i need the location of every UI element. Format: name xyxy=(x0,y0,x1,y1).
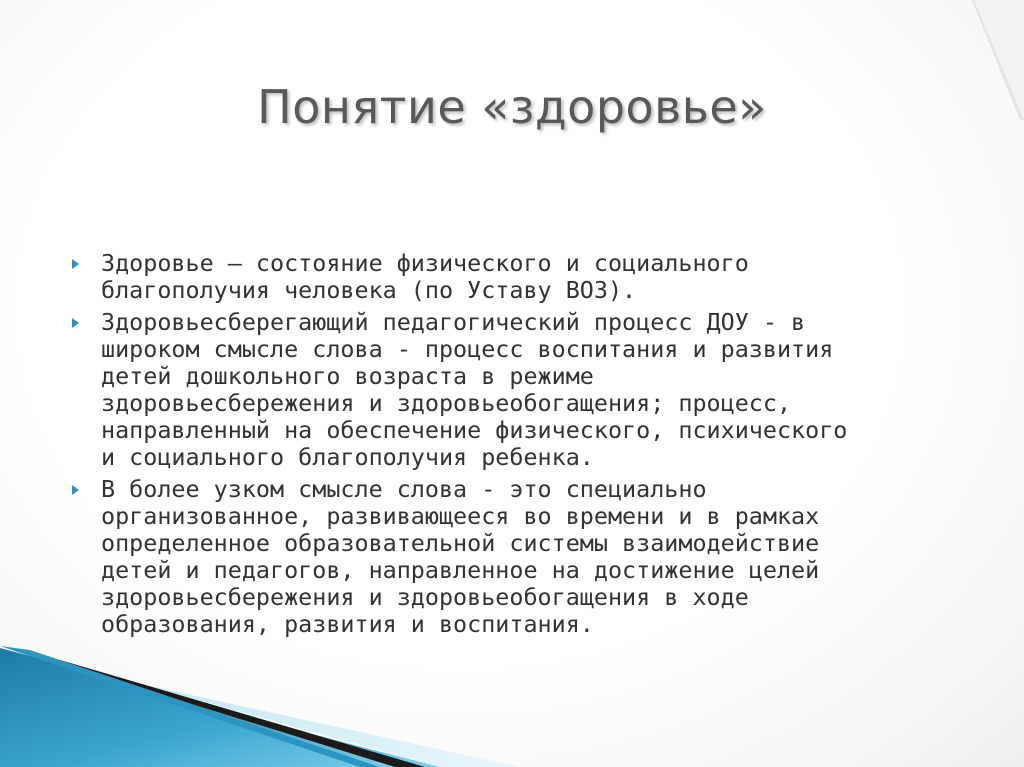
bullet-line: широком смысле слова - процесс воспитания и развития xyxy=(101,335,834,363)
bullet-line: и социального благополучия ребенка. xyxy=(101,443,594,471)
slide-title: Понятие «здоровье» xyxy=(257,80,767,134)
bullet-line: здоровьесбережения и здоровьеобогащения; процесс, xyxy=(101,389,792,417)
bullet-line: определенное образовательной системы взаимодействие xyxy=(101,529,820,557)
bullet-line: Здоровьесберегающий педагогический процесс ДОУ - в xyxy=(101,308,806,336)
bullet-item-1 xyxy=(70,250,970,304)
bullet-line: Здоровье – состояние физического и социального xyxy=(101,249,749,277)
bullet-line: направленный на обеспечение физического, психического xyxy=(101,416,848,444)
bullet-line: благополучия человека (по Уставу ВОЗ). xyxy=(101,276,637,304)
triangle-arrow-icon xyxy=(72,485,79,495)
bullet-line: образования, развития и воспитания. xyxy=(101,610,594,638)
triangle-arrow-icon xyxy=(72,259,79,269)
bullet-line: здоровьесбережения и здоровьеобогащения в ходе xyxy=(101,583,749,611)
bullet-item-3 xyxy=(70,476,970,638)
bullet-item-2 xyxy=(70,309,970,471)
bullet-list xyxy=(70,250,970,643)
bullet-line: детей и педагогов, направленное на достижение целей xyxy=(101,556,820,584)
bullet-line: детей дошкольного возраста в режиме xyxy=(101,362,594,390)
triangle-arrow-icon xyxy=(72,318,79,328)
bullet-line: организованное, развивающееся во времени и в рамках xyxy=(101,502,820,530)
bullet-line: В более узком смысле слова - это специально xyxy=(101,475,707,503)
